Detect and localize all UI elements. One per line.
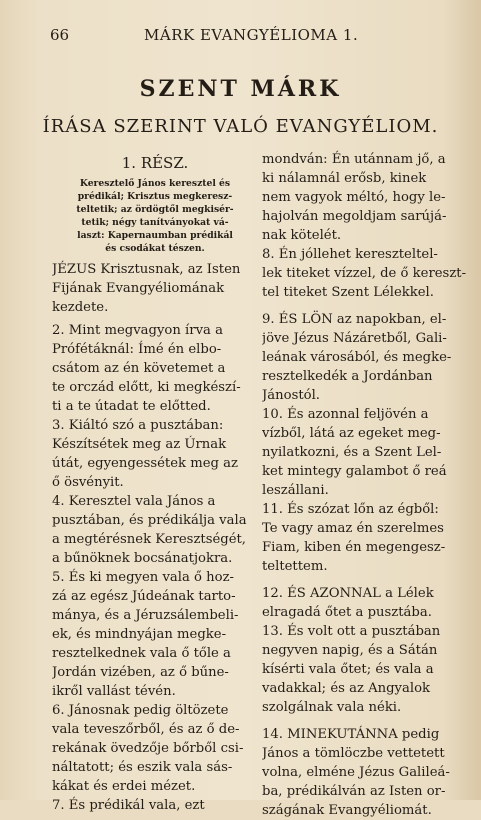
text-line: Prófétáknál: Ímé én elbo- xyxy=(52,342,222,357)
text-line: leának városából, és megke- xyxy=(262,350,452,365)
text-line: vadakkal; és az Angyalok xyxy=(262,681,430,696)
left-text xyxy=(52,260,258,815)
page-header xyxy=(44,26,445,46)
text-line: lek titeket vízzel, de ő kereszt- xyxy=(262,266,467,281)
verse-gap xyxy=(262,302,474,310)
summary-line: laszt: Kapernaumban prédikál xyxy=(77,230,233,241)
text-line: Jordán vizében, az ő bűne- xyxy=(52,665,229,680)
text-line: 8. Én jóllehet kereszteltel- xyxy=(262,247,438,262)
text-line: Készítsétek meg az Úrnak xyxy=(52,437,227,452)
text-line: zá az egész Júdeának tarto- xyxy=(52,589,236,604)
chapter-heading: 1. RÉSZ. xyxy=(121,154,189,172)
text-line: 4. Keresztel vala János a xyxy=(52,494,216,509)
text-line: resztelkednek vala ő tőle a xyxy=(52,646,231,661)
page-number: 66 xyxy=(50,26,70,44)
text-line: 6. Jánosnak pedig öltözete xyxy=(52,703,229,718)
text-line: vízből, látá az egeket meg- xyxy=(262,426,441,441)
verse-gap xyxy=(262,576,474,584)
text-line: ket mintegy galambot ő reá xyxy=(262,464,447,479)
text-line: 13. És volt ott a pusztában xyxy=(262,624,441,639)
text-line: 3. Kiáltó szó a pusztában: xyxy=(52,418,224,433)
text-line: vala teveszőrből, és az ő de- xyxy=(52,722,240,737)
text-line: ti a te útadat te előtted. xyxy=(52,399,211,414)
text-line: negyven napig, és a Sátán xyxy=(262,643,438,658)
text-line: jöve Jézus Názáretből, Gali- xyxy=(262,331,447,346)
text-line: 12. ÉS AZONNAL a Lélek xyxy=(262,586,434,601)
summary-line: és csodákat tészen. xyxy=(105,243,205,254)
summary-line: teltetik; az ördögtől megkisér- xyxy=(76,204,234,215)
verse-gap xyxy=(262,717,474,725)
text-line: 10. És azonnal feljövén a xyxy=(262,407,429,422)
text-line: Jánostól. xyxy=(262,388,320,403)
text-line: kezdete. xyxy=(52,300,109,315)
text-line: kísérti vala őtet; és vala a xyxy=(262,662,434,677)
text-line: Fijának Evangyéliomának xyxy=(52,281,225,296)
text-line: 9. ÉS LÖN az napokban, el- xyxy=(262,312,447,327)
text-line: te orczád előtt, ki megkészí- xyxy=(52,380,241,395)
text-line: resztelkedék a Jordánban xyxy=(262,369,433,384)
text-line: 14. MINEKUTÁNNA pedig xyxy=(262,727,440,742)
chapter-summary xyxy=(52,177,258,255)
summary-line: tetik; négy tanítványokat vá- xyxy=(81,217,229,228)
text-line: ek, és mindnyájan megke- xyxy=(52,627,227,642)
text-line: szolgálnak vala néki. xyxy=(262,700,402,715)
text-line: nem vagyok méltó, hogy le- xyxy=(262,190,446,205)
text-line: pusztában, és prédikálja vala xyxy=(52,513,247,528)
text-line: leszállani. xyxy=(262,483,329,498)
text-line: ő ösvényit. xyxy=(52,475,124,490)
text-line: 2. Mint megvagyon írva a xyxy=(52,323,223,338)
text-line: hajolván megoldjam sarújá- xyxy=(262,209,447,224)
text-line: tel titeket Szent Lélekkel. xyxy=(262,285,434,300)
text-line: Te vagy amaz én szerelmes xyxy=(262,521,444,536)
text-line: ikről vallást tévén. xyxy=(52,684,176,699)
summary-line: Keresztelő János keresztel és xyxy=(79,178,231,189)
text-line: kákat és erdei mézet. xyxy=(52,779,196,794)
text-line: Fiam, kiben én megengesz- xyxy=(262,540,446,555)
text-line: mondván: Én utánnam jő, a xyxy=(262,152,446,167)
text-line: nak kötelét. xyxy=(262,228,342,243)
left-column xyxy=(52,150,258,815)
text-line: a bűnöknek bocsánatjokra. xyxy=(52,551,233,566)
text-line: náltatott; és eszik vala sás- xyxy=(52,760,233,775)
book-subtitle: ÍRÁSA SZERINT VALÓ EVANGYÉLIOM. xyxy=(42,116,439,137)
text-line: szágának Evangyéliomát. xyxy=(262,803,432,818)
text-line: a megtérésnek Keresztségét, xyxy=(52,532,247,547)
text-line: ba, prédikálván az Isten or- xyxy=(262,784,446,799)
right-column xyxy=(262,150,474,820)
text-line: 11. És szózat lőn az égből: xyxy=(262,502,439,517)
text-line: mánya, és a Jéruzsálembeli- xyxy=(52,608,239,623)
text-line: ki nálamnál erősb, kinek xyxy=(262,171,427,186)
text-line: 7. És prédikál vala, ezt xyxy=(52,798,205,813)
running-title: MÁRK EVANGYÉLIOMA 1. xyxy=(144,26,359,44)
summary-line: prédikál; Krisztus megkeresz- xyxy=(77,191,233,202)
text-line: elragadá őtet a pusztába. xyxy=(262,605,432,620)
book-title: SZENT MÁRK xyxy=(139,76,342,102)
text-line: teltettem. xyxy=(262,559,328,574)
text-line: csátom az én követemet a xyxy=(52,361,226,376)
text-line: rekának övedzője bőrből csi- xyxy=(52,741,244,756)
text-line: nyilatkozni, és a Szent Lel- xyxy=(262,445,442,460)
text-line: 5. És ki megyen vala ő hoz- xyxy=(52,570,235,585)
text-line: JÉZUS Krisztusnak, az Isten xyxy=(52,262,241,277)
text-line: útát, egyengessétek meg az xyxy=(52,456,238,471)
text-line: János a tömlöczbe vettetett xyxy=(262,746,445,761)
text-line: volna, elméne Jézus Galileá- xyxy=(262,765,450,780)
